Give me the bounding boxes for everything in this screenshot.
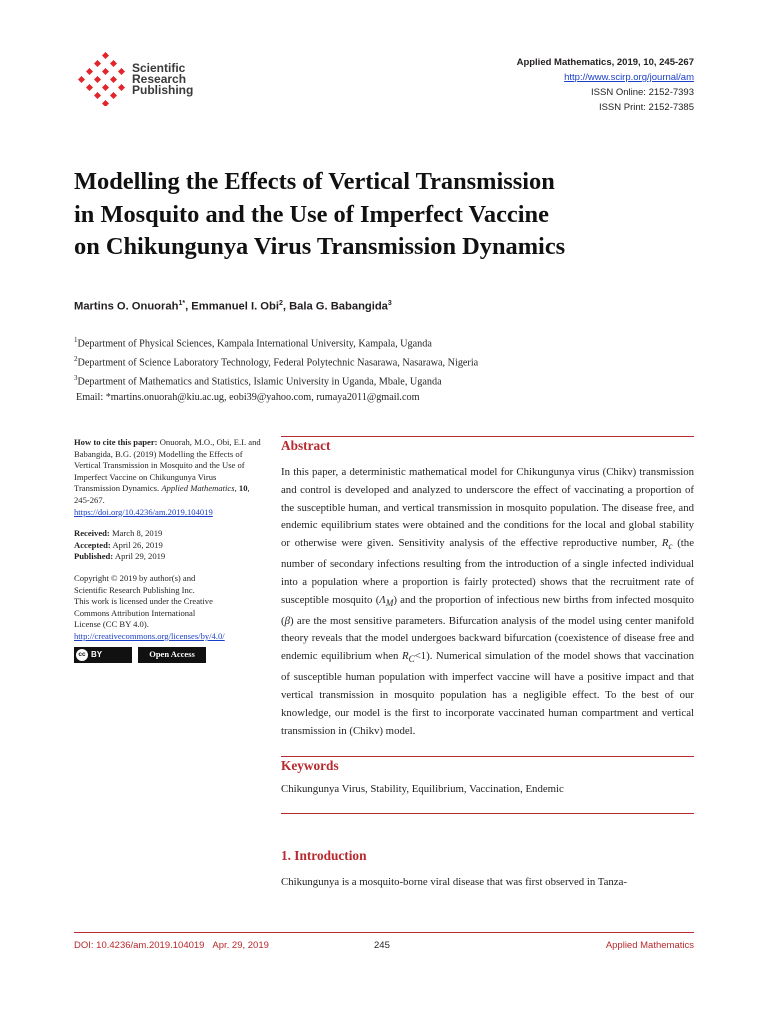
affiliation-sup: 3 <box>74 373 78 382</box>
affiliation <box>74 333 478 352</box>
logo-diamond <box>102 100 109 106</box>
logo-diamond <box>110 92 117 99</box>
title-line: on Chikungunya Virus Transmission Dynamics <box>74 233 566 260</box>
author-sup: 1* <box>178 300 186 307</box>
copyright-line: Copyright © 2019 by author(s) and <box>74 572 196 583</box>
copyright-line: Scientific Research Publishing Inc. <box>74 584 195 595</box>
affiliation-text: Department of Physical Sciences, Kampala International University, Kampala, Uganda <box>77 338 432 350</box>
author-name: Bala G. Babangida <box>289 300 388 313</box>
symbol-beta: β <box>284 614 290 627</box>
logo-diamond <box>86 68 93 75</box>
diamond-mosaic-icon <box>74 50 130 106</box>
accepted-label: Accepted: <box>74 539 111 550</box>
abstract-text-segment: In this paper, a deterministic mathematical model for Chikungunya virus (Chikv) transmission and control is developed and analyzed to underscore the effect of vaccinating a proportion of the susceptible human, and vertical transmission in mosquito population. The disease free, and endemic equilibrium states were obtained and the conditions for the local and global stability or otherwise were given. Sensitivity analysis of the effective reproductive number, <box>281 466 694 550</box>
footer-doi[interactable] <box>74 940 269 951</box>
cite-label: How to cite this paper: <box>74 437 158 447</box>
published-date: April 29, 2019 <box>114 551 166 562</box>
author-name: Martins O. Onuorah <box>74 300 179 313</box>
footer-date: Apr. 29, 2019 <box>212 940 269 951</box>
page-number: 245 <box>374 940 390 951</box>
author-name: Emmanuel I. Obi <box>191 300 279 313</box>
abstract-text-segment: ). Numerical simulation of the model shows that vaccination of susceptible human population with imperfect vaccine will have a positive impact and that vertical transmission in mosquito population has a negligible effect. To the best of our knowledge, our model is the first to incorporate vaccinated human compartment and vertical transmission in (Chikv) model. <box>281 650 694 737</box>
received-date: March 8, 2019 <box>111 528 163 539</box>
publisher-name-line1: Scientific <box>132 61 186 75</box>
logo-diamond <box>110 60 117 67</box>
cite-journal: Applied Mathematics <box>161 483 235 494</box>
accepted-date: April 26, 2019 <box>112 539 163 550</box>
affiliation-text: Department of Mathematics and Statistics, Islamic University in Uganda, Mbale, Uganda <box>77 376 442 388</box>
symbol-lambda-m <box>379 594 393 606</box>
creative-commons-icon: cc <box>76 649 88 661</box>
keywords-heading: Keywords <box>281 758 339 774</box>
abstract-text-segment: (the number of secondary infections resulting from the introduction of a single infected individual into a population where a proportion is fairly protected) shows that the recruitment rate of susceptible mosquito ( <box>281 537 694 606</box>
logo-diamond <box>78 76 85 83</box>
dates <box>74 528 264 563</box>
affiliation <box>74 371 478 390</box>
license-link[interactable]: http://creativecommons.org/licenses/by/4.0/ <box>74 630 225 641</box>
cc-by-text: BY <box>91 649 103 659</box>
issn-print: ISSN Print: 2152-7385 <box>598 102 694 113</box>
copyright-line: This work is licensed under the Creative <box>74 596 213 607</box>
copyright-notice <box>74 573 264 643</box>
author-emails[interactable]: Email: *martins.onuorah@kiu.ac.ug, eobi39@yahoo.com, rumaya2011@gmail.com <box>76 391 420 403</box>
symbol-sub: M <box>385 597 394 608</box>
keywords-list: Chikungunya Virus, Stability, Equilibrium, Vaccination, Endemic <box>281 783 564 796</box>
logo-diamond <box>102 84 109 91</box>
footer-journal: Applied Mathematics <box>605 940 694 951</box>
affiliation-sup: 2 <box>74 354 78 363</box>
copyright-line: License (CC BY 4.0). <box>74 619 149 630</box>
journal-meta <box>517 55 694 115</box>
logo-diamond <box>102 68 109 75</box>
affiliation-sup: 1 <box>74 336 78 344</box>
abstract-heading: Abstract <box>281 438 331 453</box>
logo-diamond <box>118 68 125 75</box>
logo-diamond <box>94 92 101 99</box>
symbol-sub: c <box>668 541 673 552</box>
publisher-name-line2: Research <box>132 72 187 86</box>
abstract-text-segment: ) are the most sensitive parameters. Bifurcation analysis of the model using center manifold theory reveals that the model undergoes backward bifurcation (coexistence of disease free and endemic equilibrium when <box>281 614 694 663</box>
logo-diamond <box>94 76 101 83</box>
symbol-r: R <box>661 537 669 550</box>
received-label: Received: <box>74 528 110 539</box>
logo-diamond <box>86 84 93 91</box>
footer-doi-text: DOI: 10.4236/am.2019.104019 <box>74 940 205 951</box>
article-info-sidebar <box>74 437 264 663</box>
cite-volume: 10 <box>238 483 248 494</box>
publisher-name-line3: Publishing <box>132 83 194 97</box>
journal-citation: Applied Mathematics, 2019, 10, 245-267 <box>516 57 694 68</box>
title-line: in Mosquito and the Use of Imperfect Vaccine <box>74 200 549 228</box>
issn-online: ISSN Online: 2152-7393 <box>591 87 694 98</box>
cite-doi-link[interactable]: https://doi.org/10.4236/am.2019.104019 <box>74 506 213 517</box>
publisher-logo[interactable] <box>74 50 204 110</box>
published-label: Published: <box>74 551 114 562</box>
logo-diamond <box>94 60 101 67</box>
title-line: Modelling the Effects of Vertical Transmission <box>74 168 555 195</box>
symbol-sub: C <box>408 654 415 665</box>
introduction-text: Chikungunya is a mosquito-borne viral disease that was first observed in Tanza- <box>281 876 627 889</box>
symbol-less-than-one: <1 <box>414 650 427 663</box>
logo-diamond <box>102 52 109 59</box>
symbol-lambda: Λ <box>379 593 386 606</box>
affiliation-text: Department of Science Laboratory Technology, Federal Polytechnic Nasarawa, Nasarawa, Nigeria <box>77 357 479 369</box>
symbol-rc2 <box>401 650 415 665</box>
divider <box>281 813 694 814</box>
journal-url-link[interactable]: http://www.scirp.org/journal/am <box>564 72 694 83</box>
cite-text: Onuorah, M.O., Obi, E.I. and Babangida, B.G. (2019) Modelling the Effects of Vertical Transmission in Mosquito and the Use of Imperfect Vaccine on Chikungunya Virus Transmission Dynamics. <box>74 437 261 494</box>
divider <box>281 756 694 757</box>
symbol-rc <box>661 537 673 552</box>
author-sup: 2 <box>278 300 283 307</box>
license-badges <box>74 647 264 663</box>
divider <box>281 436 694 437</box>
copyright-line: Commons Attribution International <box>74 607 196 618</box>
cc-by-badge[interactable] <box>74 647 132 663</box>
logo-diamond <box>118 84 125 91</box>
publisher-name <box>132 63 193 96</box>
open-access-badge[interactable]: Open Access <box>138 647 206 663</box>
how-to-cite: How to cite this paper: Onuorah, M.O., Obi, E.I. and Babangida, B.G. (2019) Modelling the Effects of Vertical Transmission in Mosquito and the Use of Imperfect Vaccine on Chikungunya Virus Transmission Dynamics. Applied Mathematics, 10, 245-267. https://doi.org/10.4236/am.2019.104019 <box>74 437 261 517</box>
main-content <box>281 436 694 888</box>
affiliations <box>74 333 478 405</box>
symbol-r: R <box>401 650 409 663</box>
paper-title <box>74 166 704 264</box>
logo-diamond <box>110 76 117 83</box>
abstract-text-segment: ) and the proportion of infectious new births from infected mosquito ( <box>281 593 694 627</box>
introduction-heading: 1. Introduction <box>281 848 367 864</box>
author-list: Martins O. Onuorah$^{1*}$, Emmanuel I. Obi$^2$, Bala G. Babangida$^3$ <box>74 300 392 313</box>
cite-pages: , 245-267. <box>74 483 250 505</box>
abstract-body <box>281 464 694 740</box>
affiliation <box>74 352 478 371</box>
author-sup: 3 <box>387 300 392 307</box>
footer-divider <box>74 932 694 933</box>
keywords-section <box>281 756 694 814</box>
